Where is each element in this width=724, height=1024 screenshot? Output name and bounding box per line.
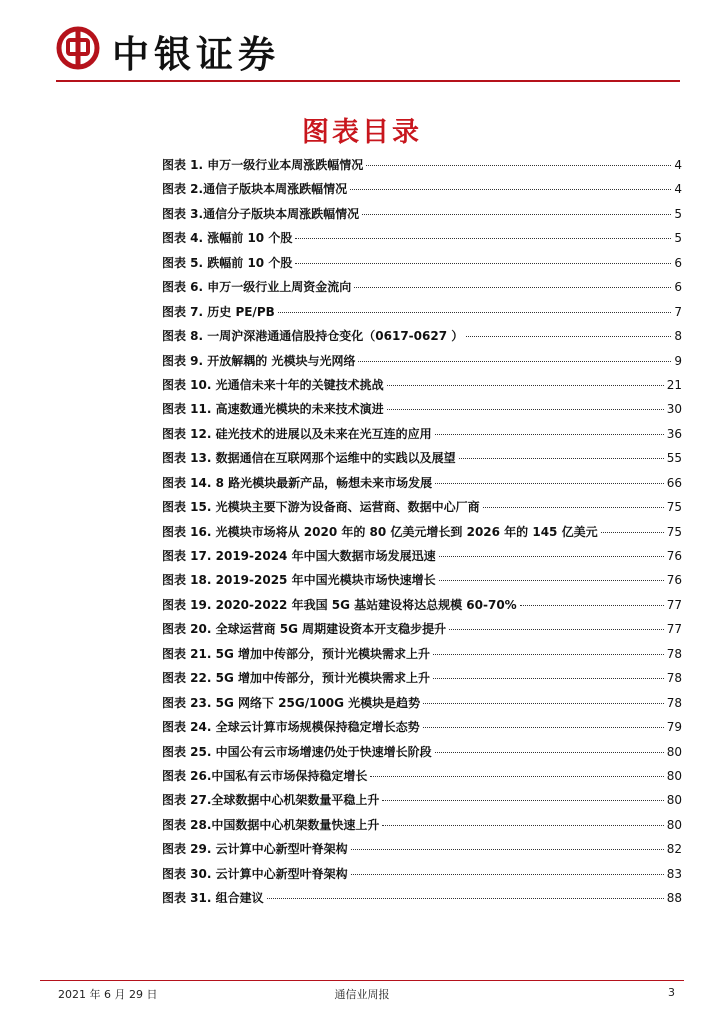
toc-entry-label[interactable]: 图表 6. 申万一级行业上周资金流向 — [162, 280, 352, 295]
toc-entry[interactable] — [162, 254, 682, 278]
dot-leader — [435, 483, 664, 484]
dot-leader — [601, 532, 664, 533]
toc-entry-label[interactable]: 图表 25. 中国公有云市场增速仍处于快速增长阶段 — [162, 744, 432, 759]
toc-entry[interactable] — [162, 645, 682, 669]
toc-entry[interactable] — [162, 718, 682, 742]
toc-entry[interactable] — [162, 156, 682, 180]
toc-entry-page[interactable]: 80 — [666, 768, 682, 783]
toc-entry-label[interactable]: 图表 9. 开放解耦的 光模块与光网络 — [162, 353, 356, 368]
dot-leader — [278, 312, 672, 313]
dot-leader — [350, 189, 671, 190]
toc-entry[interactable] — [162, 425, 682, 449]
toc-entry[interactable] — [162, 278, 682, 302]
dot-leader — [362, 214, 671, 215]
toc-entry-page[interactable]: 80 — [666, 744, 682, 759]
toc-entry-label[interactable]: 图表 4. 涨幅前 10 个股 — [162, 231, 293, 246]
toc-entry[interactable] — [162, 620, 682, 644]
toc-entry[interactable] — [162, 571, 682, 595]
toc-entry[interactable] — [162, 694, 682, 718]
toc-entry-page[interactable]: 78 — [666, 671, 682, 686]
dot-leader — [358, 361, 671, 362]
dot-leader — [433, 678, 664, 679]
toc-entry-label[interactable]: 图表 14. 8 路光模块最新产品，畅想未来市场发展 — [162, 475, 433, 490]
toc-entry-page[interactable]: 6 — [674, 255, 682, 270]
dot-leader — [351, 849, 664, 850]
toc-entry-label[interactable]: 图表 1. 申万一级行业本周涨跌幅情况 — [162, 158, 364, 172]
toc-entry[interactable] — [162, 303, 682, 327]
dot-leader — [351, 874, 664, 875]
toc-entry-page[interactable]: 77 — [666, 622, 682, 637]
dot-leader — [423, 703, 664, 704]
dot-leader — [483, 507, 664, 508]
dot-leader — [295, 263, 671, 264]
toc-entry-page[interactable]: 5 — [674, 231, 682, 246]
toc-entry-page[interactable]: 75 — [666, 500, 682, 515]
toc-entry-label[interactable]: 图表 24. 全球云计算市场规模保持稳定增长态势 — [162, 720, 420, 735]
toc-entry[interactable] — [162, 376, 682, 400]
toc-entry-page[interactable]: 55 — [666, 451, 682, 466]
dot-leader — [520, 605, 664, 606]
footer-divider — [40, 980, 684, 981]
toc-entry-page[interactable]: 82 — [666, 842, 682, 857]
dot-leader — [439, 556, 664, 557]
toc-entry-page[interactable]: 7 — [674, 304, 682, 319]
toc-entry-page[interactable]: 76 — [666, 573, 682, 588]
toc-entry-label[interactable]: 图表 20. 全球运营商 5G 周期建设资本开支稳步提升 — [162, 622, 447, 637]
dot-leader — [435, 752, 664, 753]
toc-entry-page[interactable]: 36 — [666, 426, 682, 441]
dot-leader — [433, 654, 664, 655]
toc-entry[interactable] — [162, 865, 682, 889]
toc-entry-page[interactable]: 21 — [666, 377, 682, 392]
toc-entry-label[interactable]: 图表 16. 光模块市场将从 2020 年的 80 亿美元增长到 2026 年的 145 亿美元 — [162, 524, 598, 539]
dot-leader — [382, 825, 663, 826]
toc-entry-page[interactable]: 80 — [666, 817, 682, 832]
toc-entry-label[interactable]: 图表 28.中国数据中心机架数量快速上升 — [162, 817, 380, 832]
toc-entry-label[interactable]: 图表 30. 云计算中心新型叶脊架构 — [162, 866, 348, 881]
dot-leader — [354, 287, 671, 288]
toc-entry-label[interactable]: 图表 5. 跌幅前 10 个股 — [162, 255, 293, 270]
toc-entry-label[interactable]: 图表 11. 高速数通光模块的未来技术演进 — [162, 402, 384, 417]
toc-entry-page[interactable]: 66 — [666, 475, 682, 490]
toc-entry-label[interactable]: 图表 31. 组合建议 — [162, 891, 264, 906]
toc-entry[interactable] — [162, 180, 682, 204]
toc-entry-page[interactable]: 9 — [674, 353, 682, 368]
toc-entry[interactable] — [162, 596, 682, 620]
toc-entry-label[interactable]: 图表 7. 历史 PE/PB — [162, 304, 275, 319]
toc-entry[interactable] — [162, 229, 682, 253]
toc-entry-page[interactable]: 4 — [674, 182, 682, 197]
page-number: 3 — [668, 986, 675, 999]
dot-leader — [423, 727, 664, 728]
toc-entry-page[interactable]: 78 — [666, 646, 682, 661]
toc-entry-label[interactable]: 图表 27.全球数据中心机架数量平稳上升 — [162, 793, 380, 808]
toc-entry-label[interactable]: 图表 19. 2020-2022 年我国 5G 基站建设将达总规模 60-70% — [162, 597, 517, 612]
toc-entry-page[interactable]: 79 — [666, 720, 682, 735]
dot-leader — [382, 800, 663, 801]
toc-entry-label[interactable]: 图表 13. 数据通信在互联网那个运维中的实践以及展望 — [162, 451, 456, 466]
toc-entry-page[interactable]: 30 — [666, 402, 682, 417]
footer-date: 2021 年 6 月 29 日 — [58, 988, 158, 1001]
dot-leader — [435, 434, 664, 435]
report-header — [56, 22, 686, 82]
toc-entry[interactable] — [162, 743, 682, 767]
bank-of-china-logo-icon — [56, 26, 100, 70]
toc-entry[interactable] — [162, 474, 682, 498]
toc-entry-page[interactable]: 75 — [666, 524, 682, 539]
toc-entry[interactable] — [162, 816, 682, 840]
toc-entry[interactable] — [162, 767, 682, 791]
toc-entry-page[interactable]: 78 — [666, 695, 682, 710]
header-divider — [56, 80, 680, 82]
toc-entry-label[interactable]: 图表 22. 5G 增加中传部分，预计光模块需求上升 — [162, 671, 430, 686]
toc-entry-page[interactable]: 88 — [666, 891, 682, 906]
dot-leader — [466, 336, 671, 337]
toc-entry-page[interactable]: 4 — [674, 158, 682, 172]
dot-leader — [267, 898, 664, 899]
dot-leader — [459, 458, 664, 459]
toc-entry[interactable] — [162, 327, 682, 351]
brand-name: 中银证券 — [112, 32, 280, 76]
toc-entry-label[interactable]: 图表 8. 一周沪深港通通信股持仓变化（0617-0627 ） — [162, 329, 464, 344]
dot-leader — [387, 385, 664, 386]
toc-entry-page[interactable]: 80 — [666, 793, 682, 808]
toc-entry-label[interactable]: 图表 2.通信子版块本周涨跌幅情况 — [162, 182, 348, 197]
toc-entry[interactable] — [162, 352, 682, 376]
dot-leader — [295, 238, 671, 239]
toc-entry-label[interactable]: 图表 3.通信分子版块本周涨跌幅情况 — [162, 206, 360, 221]
toc-entry[interactable] — [162, 889, 682, 913]
toc-entry-label[interactable]: 图表 26.中国私有云市场保持稳定增长 — [162, 768, 368, 783]
toc-entry[interactable] — [162, 791, 682, 815]
dot-leader — [370, 776, 663, 777]
toc-entry-label[interactable]: 图表 10. 光通信未来十年的关键技术挑战 — [162, 377, 384, 392]
toc-entry-page[interactable]: 76 — [666, 549, 682, 563]
toc-entry-label[interactable]: 图表 15. 光模块主要下游为设备商、运营商、数据中心厂商 — [162, 500, 480, 515]
toc-title: 图表目录 — [302, 117, 422, 148]
dot-leader — [439, 580, 664, 581]
toc-entry[interactable] — [162, 400, 682, 424]
toc-entry[interactable] — [162, 205, 682, 229]
dot-leader — [449, 629, 664, 630]
toc-entry[interactable] — [162, 669, 682, 693]
table-of-figures — [162, 156, 682, 914]
toc-entry-page[interactable]: 8 — [674, 329, 682, 344]
toc-entry-label[interactable]: 图表 12. 硅光技术的进展以及未来在光互连的应用 — [162, 426, 432, 441]
toc-entry-label[interactable]: 图表 23. 5G 网络下 25G/100G 光模块是趋势 — [162, 695, 421, 710]
toc-entry-label[interactable]: 图表 21. 5G 增加中传部分，预计光模块需求上升 — [162, 646, 430, 661]
toc-entry-label[interactable]: 图表 17. 2019-2024 年中国大数据市场发展迅速 — [162, 549, 436, 563]
dot-leader — [366, 165, 671, 166]
toc-entry-page[interactable]: 83 — [666, 866, 682, 881]
toc-entry-label[interactable]: 图表 18. 2019-2025 年中国光模块市场快速增长 — [162, 573, 436, 588]
toc-entry-page[interactable]: 5 — [674, 206, 682, 221]
toc-entry[interactable] — [162, 840, 682, 864]
toc-entry-page[interactable]: 77 — [666, 597, 682, 612]
toc-entry[interactable] — [162, 547, 682, 571]
toc-entry-page[interactable]: 6 — [674, 280, 682, 295]
toc-entry[interactable] — [162, 498, 682, 522]
footer-report-title: 通信业周报 — [334, 988, 390, 1001]
dot-leader — [387, 409, 664, 410]
toc-entry[interactable] — [162, 449, 682, 473]
toc-entry-label[interactable]: 图表 29. 云计算中心新型叶脊架构 — [162, 842, 348, 857]
toc-entry[interactable] — [162, 523, 682, 547]
